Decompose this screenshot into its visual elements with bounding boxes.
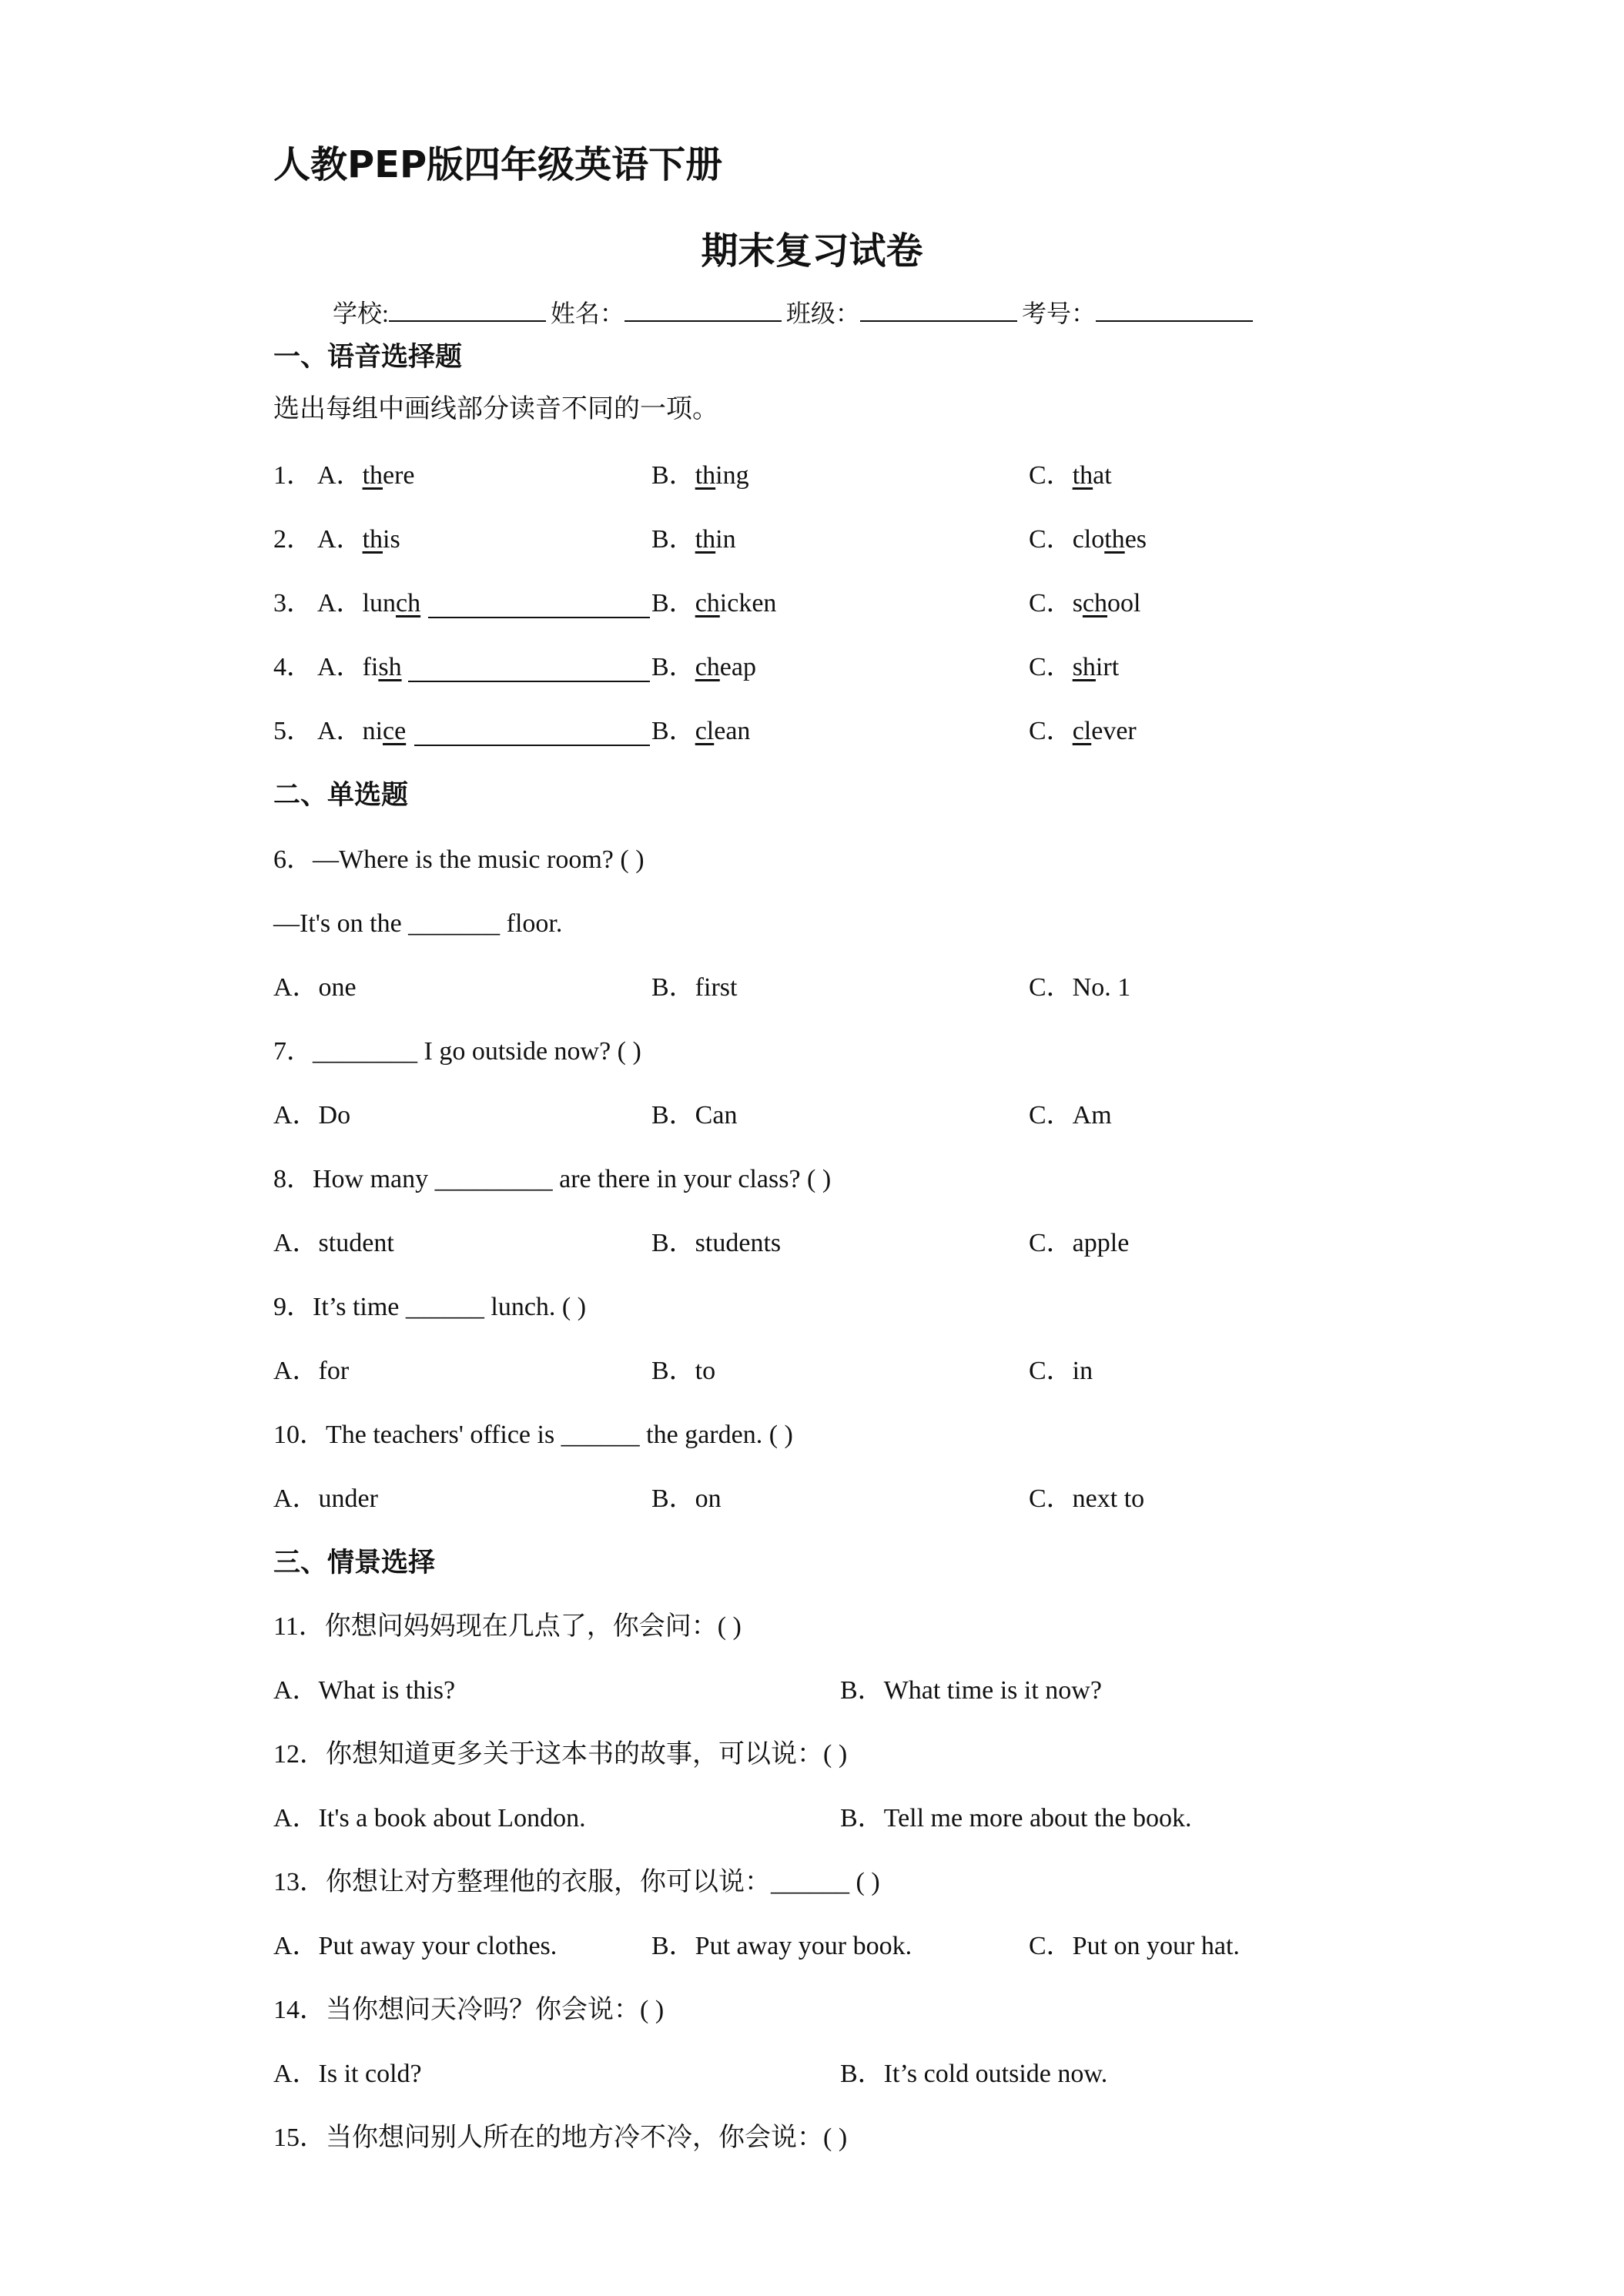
option-a: A．student: [273, 1229, 394, 1257]
option-a: A．for: [273, 1357, 350, 1385]
question-number: 4．: [273, 653, 313, 681]
option-a: A．What is this?: [273, 1676, 456, 1705]
question-stem: 7．________ I go outside now? ( ): [273, 1037, 641, 1066]
page-title: 人教PEP版四年级英语下册: [273, 143, 723, 186]
question-stem-line2: —It's on the _______ floor.: [273, 909, 563, 938]
option-b: B．cheap: [651, 653, 756, 681]
option-b: B．clean: [651, 717, 751, 745]
question-stem: 14．当你想问天冷吗？你会说：( ): [273, 1996, 665, 2024]
student-info-line: [333, 297, 1257, 329]
name-label: 姓名：: [550, 300, 624, 327]
school-label: 学校:: [333, 300, 389, 327]
section-heading-single-choice: 二、单选题: [273, 780, 409, 811]
class-blank[interactable]: [860, 297, 1017, 322]
underline-rule: [414, 745, 650, 746]
option-c: C．that: [1029, 461, 1112, 490]
underline-rule: [408, 681, 650, 682]
option-c: C．next to: [1029, 1484, 1145, 1513]
question-number: 3．: [273, 589, 313, 618]
question-stem: 8．How many _________ are there in your class? ( ): [273, 1165, 832, 1193]
option-b: B．on: [651, 1484, 722, 1513]
option-c: C．clothes: [1029, 525, 1147, 554]
option-c: C．Am: [1029, 1101, 1112, 1130]
question-stem: 9．It’s time ______ lunch. ( ): [273, 1293, 587, 1321]
option-b: B．chicken: [651, 589, 777, 618]
page-subtitle: 期末复习试卷: [701, 229, 923, 273]
section-instruction: 选出每组中画线部分读音不同的一项。: [273, 395, 718, 423]
question-number: 2．: [273, 525, 313, 554]
option-a: A．one: [273, 973, 357, 1002]
number-blank[interactable]: [1096, 297, 1253, 322]
question-stem: 12．你想知道更多关于这本书的故事，可以说：( ): [273, 1740, 848, 1769]
option-b: B．What time is it now?: [840, 1676, 1102, 1705]
option-c: C．shirt: [1029, 653, 1120, 681]
option-c: C．in: [1029, 1357, 1093, 1385]
option-b: B．to: [651, 1357, 716, 1385]
question-stem: 15．当你想问别人所在的地方冷不冷，你会说：( ): [273, 2124, 848, 2152]
option-c: C．clever: [1029, 717, 1137, 745]
option-c: C．school: [1029, 589, 1141, 618]
option-c: C．Put on your hat.: [1029, 1932, 1240, 1960]
option-a: A．Put away your clothes.: [273, 1932, 558, 1960]
option-c: C．No. 1: [1029, 973, 1131, 1002]
option-c: C．apple: [1029, 1229, 1130, 1257]
name-blank[interactable]: [624, 297, 782, 322]
option-b: B．thin: [651, 525, 736, 554]
school-blank[interactable]: [389, 297, 546, 322]
option-a: A．Is it cold?: [273, 2060, 422, 2088]
option-b: B．thing: [651, 461, 749, 490]
option-a: A．nice: [317, 717, 407, 745]
option-b: B．Tell me more about the book.: [840, 1804, 1192, 1832]
class-label: 班级：: [785, 300, 860, 327]
option-a: A．under: [273, 1484, 378, 1513]
option-a: A．lunch: [317, 589, 421, 618]
option-a: A．It's a book about London.: [273, 1804, 586, 1832]
option-b: B．It’s cold outside now.: [840, 2060, 1108, 2088]
underline-rule: [428, 617, 650, 618]
question-stem: 11．你想问妈妈现在几点了，你会问：( ): [273, 1612, 742, 1641]
option-b: B．Can: [651, 1101, 738, 1130]
question-stem: 6．—Where is the music room? ( ): [273, 845, 645, 874]
option-a: A．this: [317, 525, 400, 554]
question-number: 1．: [273, 461, 313, 490]
option-a: A．Do: [273, 1101, 351, 1130]
question-stem: 13．你想让对方整理他的衣服，你可以说：______ ( ): [273, 1868, 880, 1896]
section-heading-situational: 三、情景选择: [273, 1548, 436, 1578]
question-number: 5．: [273, 717, 313, 745]
option-a: A．there: [317, 461, 415, 490]
question-stem: 10．The teachers' office is ______ the garden. ( ): [273, 1421, 793, 1449]
option-a: A．fish: [317, 653, 402, 681]
option-b: B．Put away your book.: [651, 1932, 912, 1960]
section-heading-phonics: 一、语音选择题: [273, 342, 463, 373]
option-b: B．first: [651, 973, 738, 1002]
number-label: 考号：: [1021, 300, 1096, 327]
option-b: B．students: [651, 1229, 782, 1257]
